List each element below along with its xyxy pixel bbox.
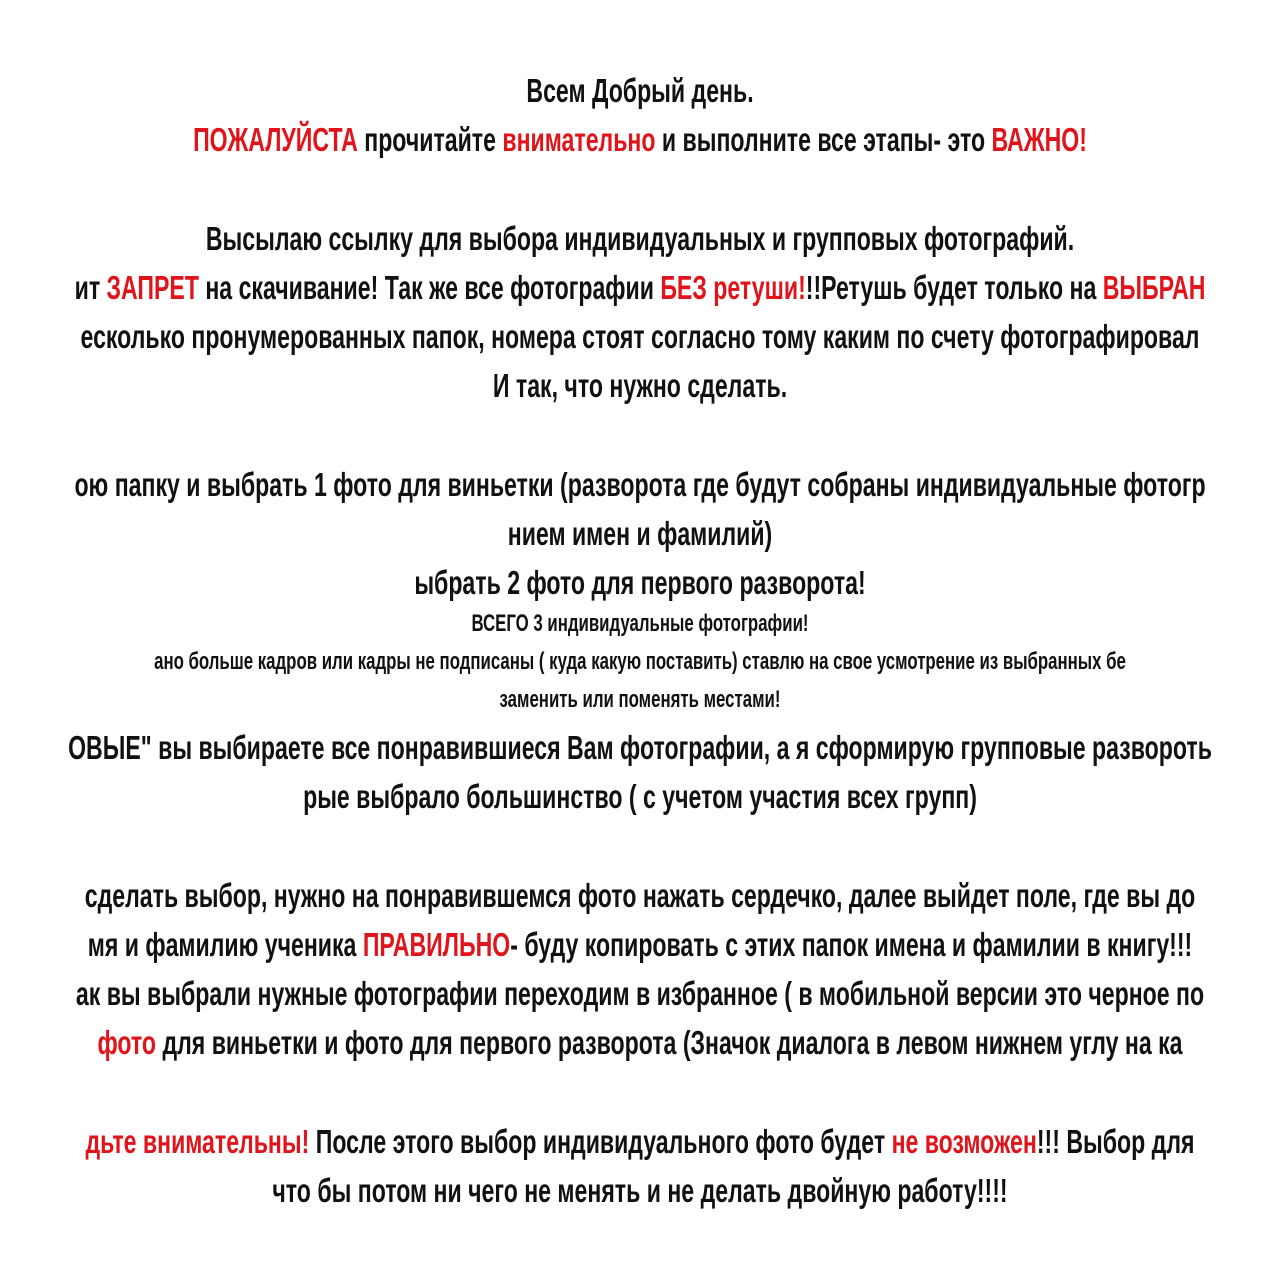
step-vignette-cont-line [508,517,772,550]
text-segment: сделать выбор, нужно на понравившемся фото нажать сердечко, далее выйдет поле, где вы до [84,877,1196,914]
warning-line [86,1125,1195,1158]
group-photos-line [68,731,1212,764]
text-segment: на ка [1124,1024,1183,1061]
text-segment: !!! Выбор для [1036,1123,1195,1160]
text-segment: - буду копировать с этих папок имена и фамилии в книгу!!! [510,926,1193,963]
text-segment: ою папку и выбрать 1 фото для виньетки (разворота где будут собраны индивидуальные фотогр [74,466,1206,503]
favorites-line [76,977,1204,1010]
majority-line [303,780,977,813]
folders-line [81,320,1200,353]
total-photos-line [472,612,809,636]
replace-line [500,688,781,712]
highlight-selected: ВЫБРАН [1102,269,1206,306]
text-segment: что бы потом ни чего не менять и не делать двойную работу!!!! [272,1172,1008,1209]
step-vignette-line [74,468,1205,501]
greeting-line [526,74,753,107]
text-segment: ак вы выбрали нужные фотографии переходим в избранное ( в мобильной версии это черное по [75,975,1205,1012]
text-segment: на скачивание! Так же все фотографии [198,269,661,306]
text-segment: ано больше кадров или кадры не подписаны ( куда какую поставить) ставлю на свое усмотрение из выбранных бе [154,648,1126,675]
highlight-carefully: внимательно [502,121,656,158]
closing-line [272,1174,1007,1207]
highlight-please: ПОЖАЛУЙСТА [193,121,358,158]
text-segment: И так, что нужно сделать. [492,367,788,404]
more-frames-line [154,650,1126,674]
text-segment: После этого выбор индивидуального фото будет [309,1123,892,1160]
download-ban-line [75,271,1206,304]
highlight-be-careful: дьте внимательны! [85,1123,310,1160]
highlight-no-retouch: БЕЗ ретуши! [660,269,806,306]
text-segment: заменить или поменять местами! [499,686,781,713]
text-segment: Всем Добрый день. [526,72,754,109]
text-segment: мя и фамилию ученика [87,926,363,963]
please-read-line [193,123,1087,156]
text-segment: нием имен и фамилий) [507,515,773,552]
text-segment: и выполните все этапы- это [655,121,992,158]
text-segment: есколько пронумерованных папок, номера стоят согласно тому каким по счету фотографировал [80,318,1200,355]
highlight-ban: ЗАПРЕТ [106,269,199,306]
text-segment: ыбрать 2 фото для первого разворота! [414,564,866,601]
heart-instruction-line [85,879,1196,912]
text-segment: ВСЕГО 3 индивидуальные фотографии! [471,610,809,637]
highlight-correctly: ПРАВИЛЬНО [362,926,511,963]
text-segment: рые выбрало большинство ( с учетом участия всех групп) [303,778,977,815]
highlight-important: ВАЖНО! [991,121,1087,158]
step-first-spread-line [414,566,865,599]
link-intro-line [206,222,1074,255]
text-segment: Высылаю ссылку для выбора индивидуальных и групповых фотографий. [205,220,1075,257]
text-segment: прочитайте [357,121,503,158]
text-segment: ОВЫЕ" вы выбираете все понравившиеся Вам фотографии, а я сформирую групповые развороть [68,729,1212,766]
highlight-photo: фото [97,1024,157,1061]
text-segment: для виньетки и фото для первого разворота (Значок диалога в левом нижнем углу [156,1024,1125,1061]
what-to-do-line [493,369,787,402]
highlight-impossible: не возможен [891,1123,1037,1160]
text-segment: !!Ретушь будет только на [805,269,1103,306]
name-correct-line [88,928,1192,961]
text-segment: ит [74,269,107,306]
dialog-icon-line [97,1026,1182,1059]
